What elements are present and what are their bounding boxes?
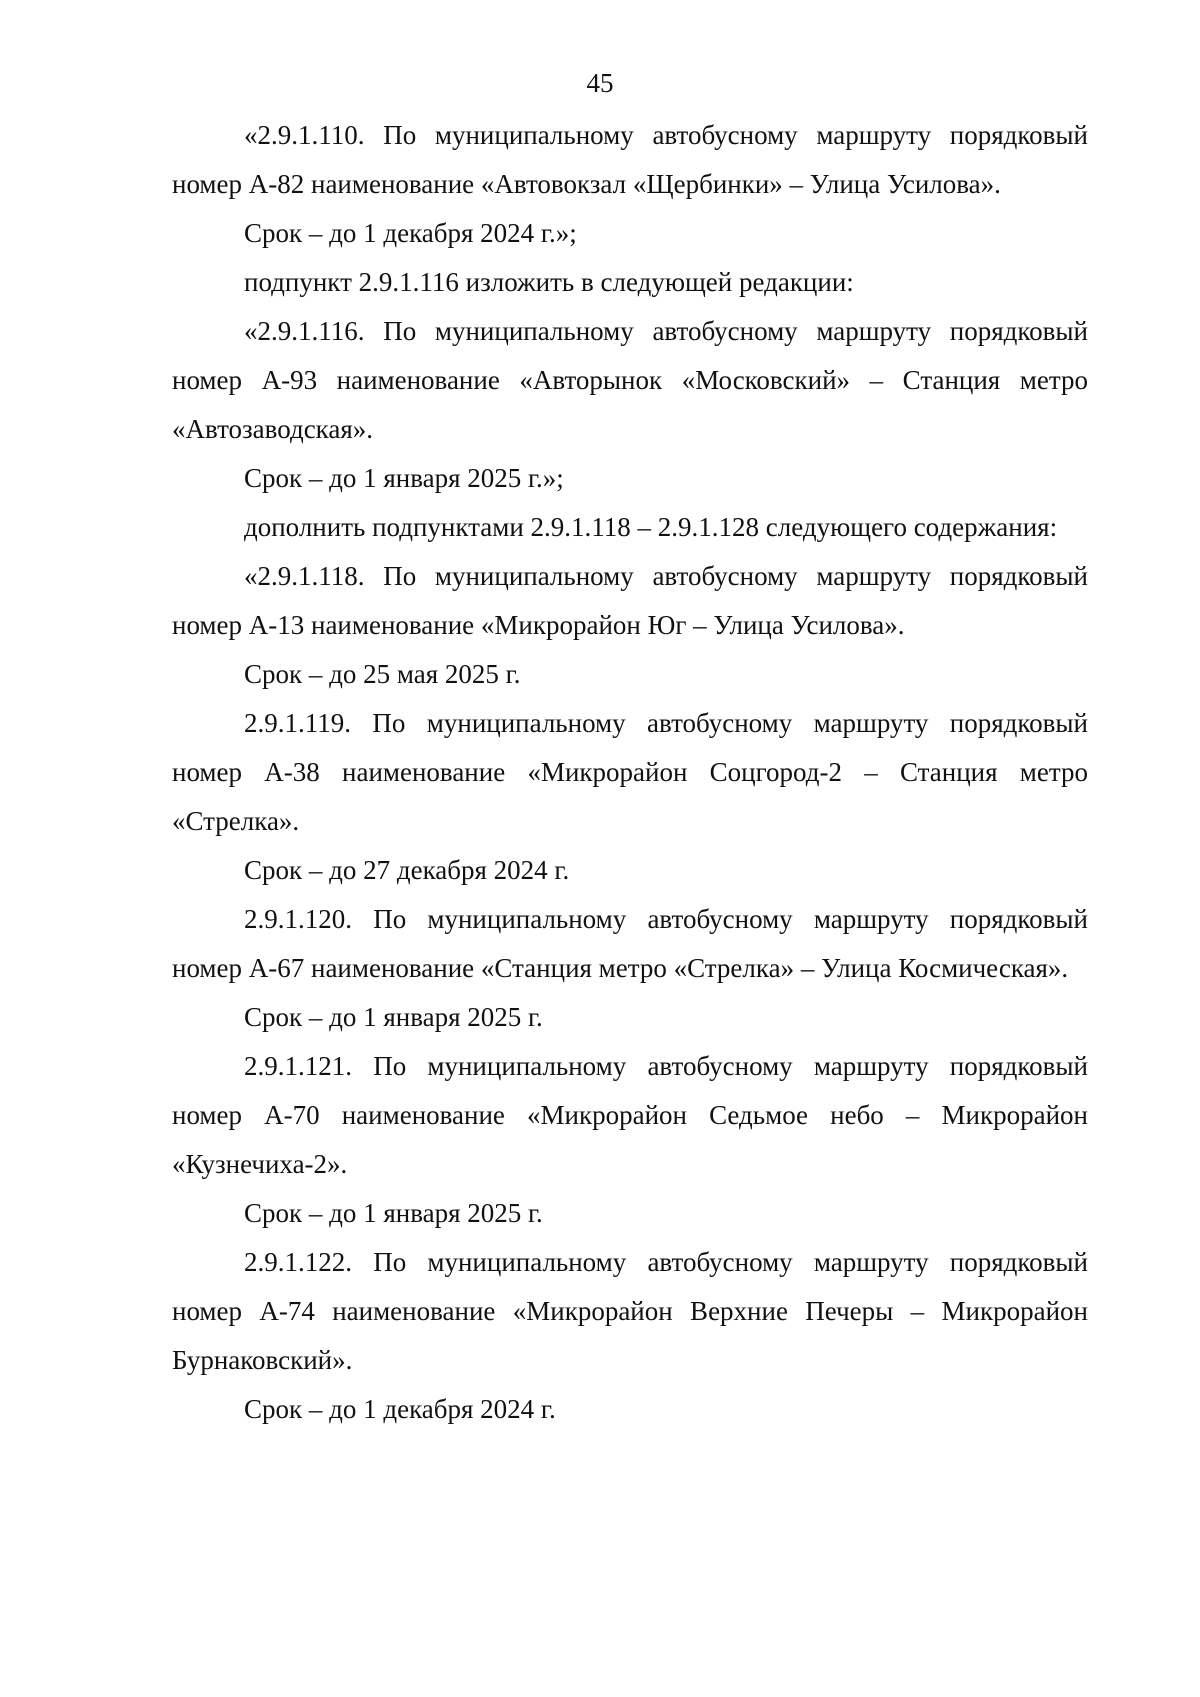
paragraph-deadline: Срок – до 1 декабря 2024 г.	[244, 1394, 556, 1424]
paragraph-amendment-instruction: дополнить подпунктами 2.9.1.118 – 2.9.1.128 следующего содержания:	[244, 512, 1058, 542]
paragraph-deadline: Срок – до 27 декабря 2024 г.	[244, 855, 570, 885]
paragraph-deadline: Срок – до 1 января 2025 г.	[244, 1198, 543, 1228]
document-body	[172, 111, 1088, 1434]
paragraph-item-2-9-1-121: 2.9.1.121. По муниципальному автобусному маршруту порядковый номер А-70 наименование «Микрорайон Седьмое небо – Микрорайон «Кузнечиха-2».	[172, 1051, 1088, 1179]
paragraph-item-2-9-1-110: «2.9.1.110. По муниципальному автобусному маршруту порядковый номер А-82 наименование «Автовокзал «Щербинки» – Улица Усилова».	[172, 120, 1088, 199]
paragraph-item-2-9-1-122: 2.9.1.122. По муниципальному автобусному маршруту порядковый номер А-74 наименование «Микрорайон Верхние Печеры – Микрорайон Бурнаковский».	[172, 1247, 1088, 1375]
paragraph-amendment-instruction: подпункт 2.9.1.116 изложить в следующей редакции:	[244, 267, 854, 297]
paragraph-deadline: Срок – до 1 января 2025 г.	[244, 1002, 543, 1032]
page-number: 45	[586, 68, 614, 98]
paragraph-item-2-9-1-119: 2.9.1.119. По муниципальному автобусному маршруту порядковый номер А-38 наименование «Микрорайон Соцгород-2 – Станция метро «Стрелка».	[172, 708, 1088, 836]
paragraph-item-2-9-1-116: «2.9.1.116. По муниципальному автобусному маршруту порядковый номер А-93 наименование «Авторынок «Московский» – Станция метро «Автозаводская».	[172, 316, 1088, 444]
paragraph-deadline: Срок – до 1 января 2025 г.»;	[244, 463, 564, 493]
paragraph-deadline: Срок – до 25 мая 2025 г.	[244, 659, 521, 689]
paragraph-item-2-9-1-118: «2.9.1.118. По муниципальному автобусному маршруту порядковый номер А-13 наименование «Микрорайон Юг – Улица Усилова».	[172, 561, 1088, 640]
paragraph-deadline: Срок – до 1 декабря 2024 г.»;	[244, 218, 577, 248]
paragraph-item-2-9-1-120: 2.9.1.120. По муниципальному автобусному маршруту порядковый номер А-67 наименование «Станция метро «Стрелка» – Улица Космическая».	[172, 904, 1088, 983]
